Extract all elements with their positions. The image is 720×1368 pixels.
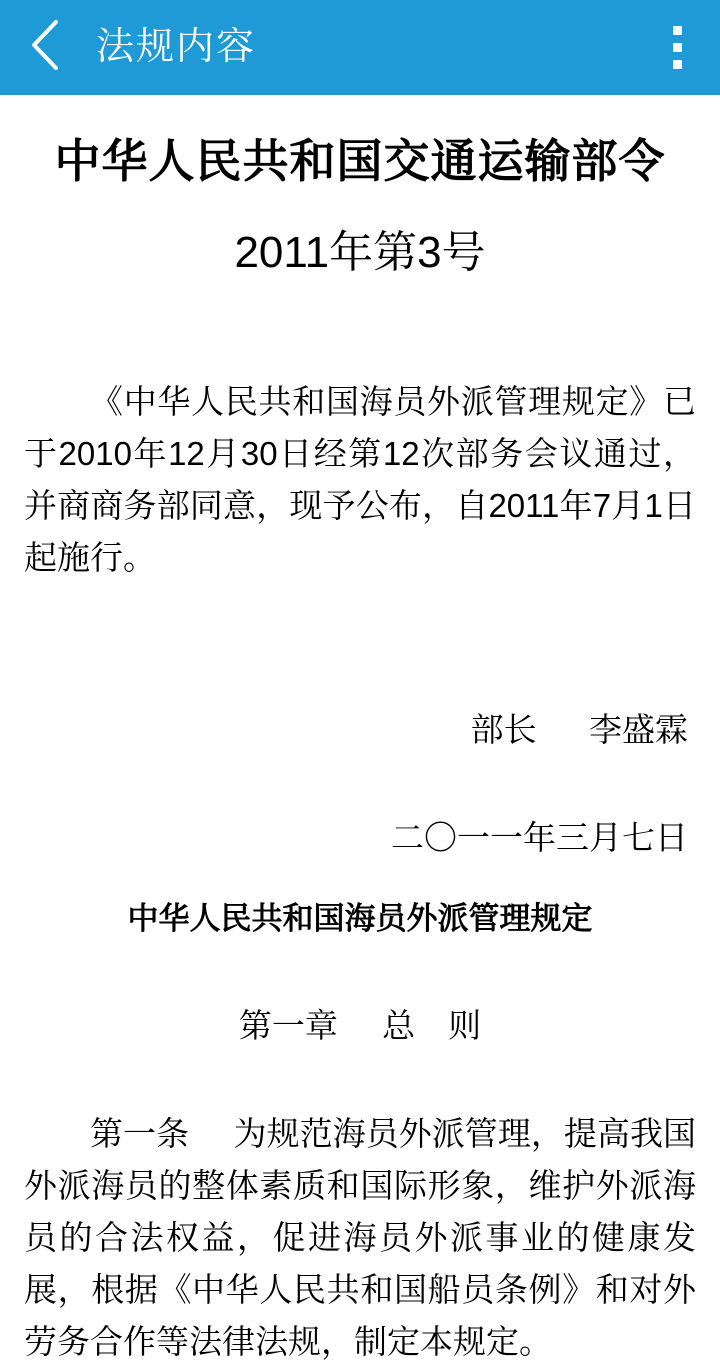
- document-content[interactable]: [0, 133, 720, 1368]
- app-bar: [0, 0, 720, 95]
- document-title: 中华人民共和国交通运输部令: [54, 135, 666, 187]
- chevron-left-icon: [28, 18, 62, 77]
- signature-role: 部长: [470, 710, 537, 748]
- page-title: 法规内容: [96, 26, 257, 68]
- article-text: 为规范海员外派管理，提高我国外派海员的整体素质和国际形象，维护外派海员的合法权益，促进海员外派事业的健康发展，根据《中华人民共和国船员条例》和对外劳务合作等法律法规，制定本规定。: [24, 1114, 697, 1360]
- overflow-menu-icon-dot3: [673, 60, 682, 69]
- article-label: 第一条: [90, 1114, 190, 1152]
- overflow-menu-icon: [673, 26, 682, 35]
- document-paragraph: 《中华人民共和国海员外派管理规定》已于2010年12月30日经第12次部务会议通过，并商商务部同意，现予公布，自2011年7月1日起施行。: [24, 382, 696, 576]
- signature-name: 李盛霖: [589, 710, 688, 748]
- document-subtitle: 2011年第3号: [234, 227, 486, 277]
- spacer: [24, 584, 696, 704]
- signature-date: 二〇一一年三月七日: [391, 818, 688, 856]
- spacer: [24, 756, 696, 812]
- chapter-number: 第一章: [238, 1006, 338, 1044]
- spacer: [24, 1052, 696, 1108]
- article-paragraph: [24, 1108, 696, 1368]
- back-button[interactable]: [0, 0, 90, 95]
- spacer: [24, 280, 696, 376]
- chapter-heading: [24, 1000, 696, 1052]
- signature-line: [24, 704, 696, 756]
- spacer: [24, 864, 696, 894]
- regulation-title: 中华人民共和国海员外派管理规定: [127, 900, 593, 936]
- chapter-name: 总 则: [382, 1006, 482, 1044]
- spacer: [24, 944, 696, 1000]
- overflow-menu-button[interactable]: [634, 0, 720, 95]
- overflow-menu-icon-dot2: [673, 43, 682, 52]
